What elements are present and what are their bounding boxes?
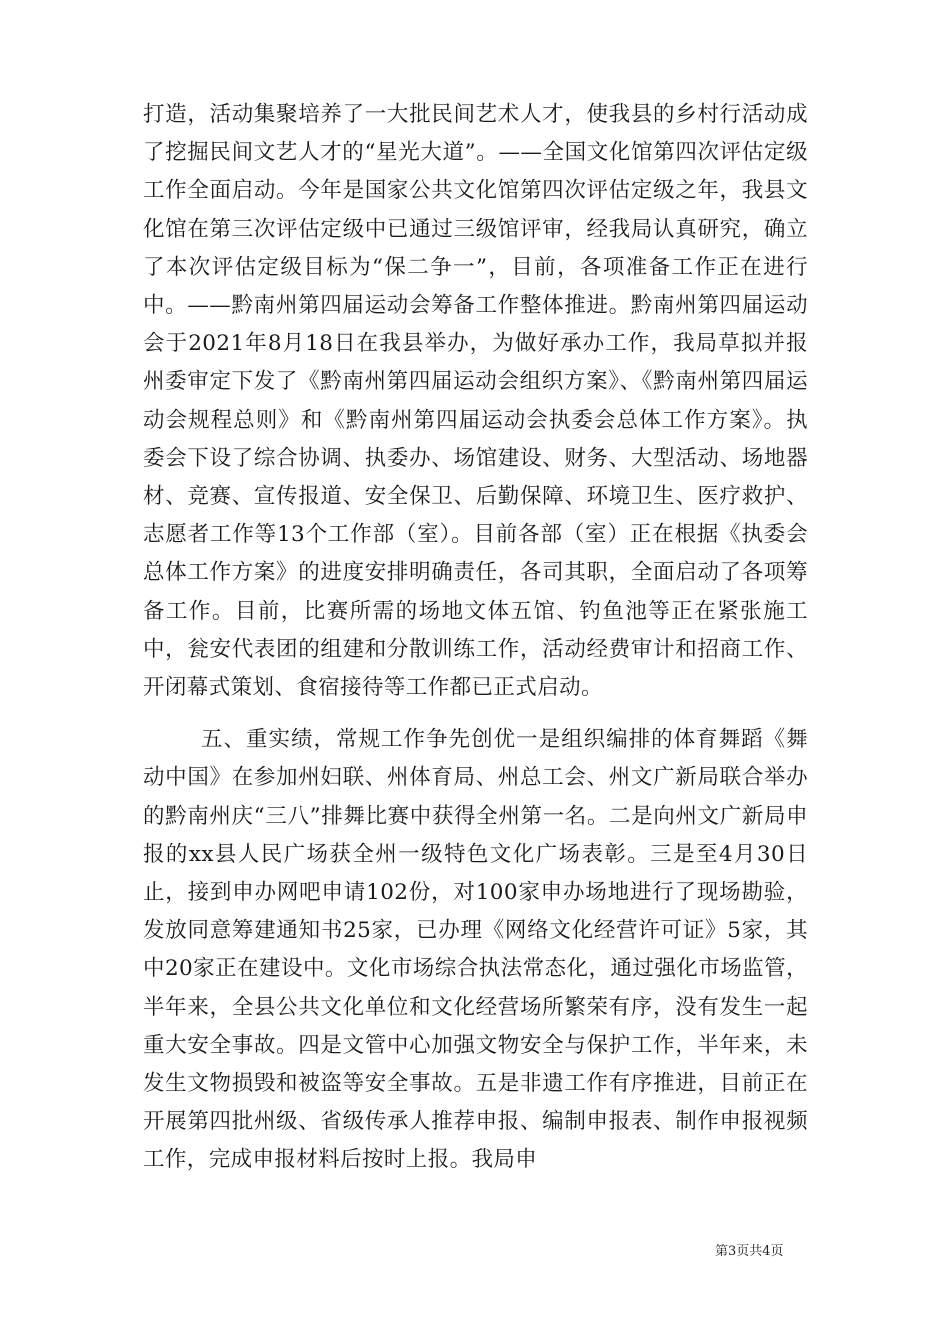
document-body <box>143 96 808 1180</box>
paragraph-1: 打造，活动集聚培养了一大批民间艺术人才，使我县的乡村行活动成了挖掘民间文艺人才的“星光大道”。——全国文化馆第四次评估定级工作全面启动。今年是国家公共文化馆第四次评估定级之年，我县文化馆在第三次评估定级中已通过三级馆评审，经我局认真研究，确立了本次评估定级目标为“保二争一”，目前，各项准备工作正在进行中。——黔南州第四届运动会筹备工作整体推进。黔南州第四届运动会于2021年8月18日在我县举办，为做好承办工作，我局草拟并报州委审定下发了《黔南州第四届运动会组织方案》、《黔南州第四届运动会规程总则》和《黔南州第四届运动会执委会总体工作方案》。执委会下设了综合协调、执委办、场馆建设、财务、大型活动、场地器材、竞赛、宣传报道、安全保卫、后勤保障、环境卫生、医疗救护、志愿者工作等13个工作部（室）。目前各部（室）正在根据《执委会总体工作方案》的进度安排明确责任，各司其职，全面启动了各项筹备工作。目前，比赛所需的场地文体五馆、钓鱼池等正在紧张施工中，瓮安代表团的组建和分散训练工作，活动经费审计和招商工作、开闭幕式策划、食宿接待等工作都已正式启动。 <box>143 102 808 701</box>
paragraph-2: 五、重实绩，常规工作争先创优一是组织编排的体育舞蹈《舞动中国》在参加州妇联、州体育局、州总工会、州文广新局联合举办的黔南州庆“三八”排舞比赛中获得全州第一名。二是向州文广新局申报的xx县人民广场获全州一级特色文化广场表彰。三是至4月30日止，接到申办网吧申请102份，对100家申办场地进行了现场勘验，发放同意筹建通知书25家，已办理《网络文化经营许可证》5家，其中20家正在建设中。文化市场综合执法常态化，通过强化市场监管，半年来，全县公共文化单位和文化经营场所繁荣有序，没有发生一起重大安全事故。四是文管中心加强文物安全与保护工作，半年来，未发生文物损毁和被盗等安全事故。五是非遗工作有序推进，目前正在开展第四批州级、省级传承人推荐申报、编制申报表、制作申报视频工作，完成申报材料后按时上报。我局申 <box>143 727 808 1173</box>
page-number: 第3页共4页 <box>715 1244 784 1259</box>
